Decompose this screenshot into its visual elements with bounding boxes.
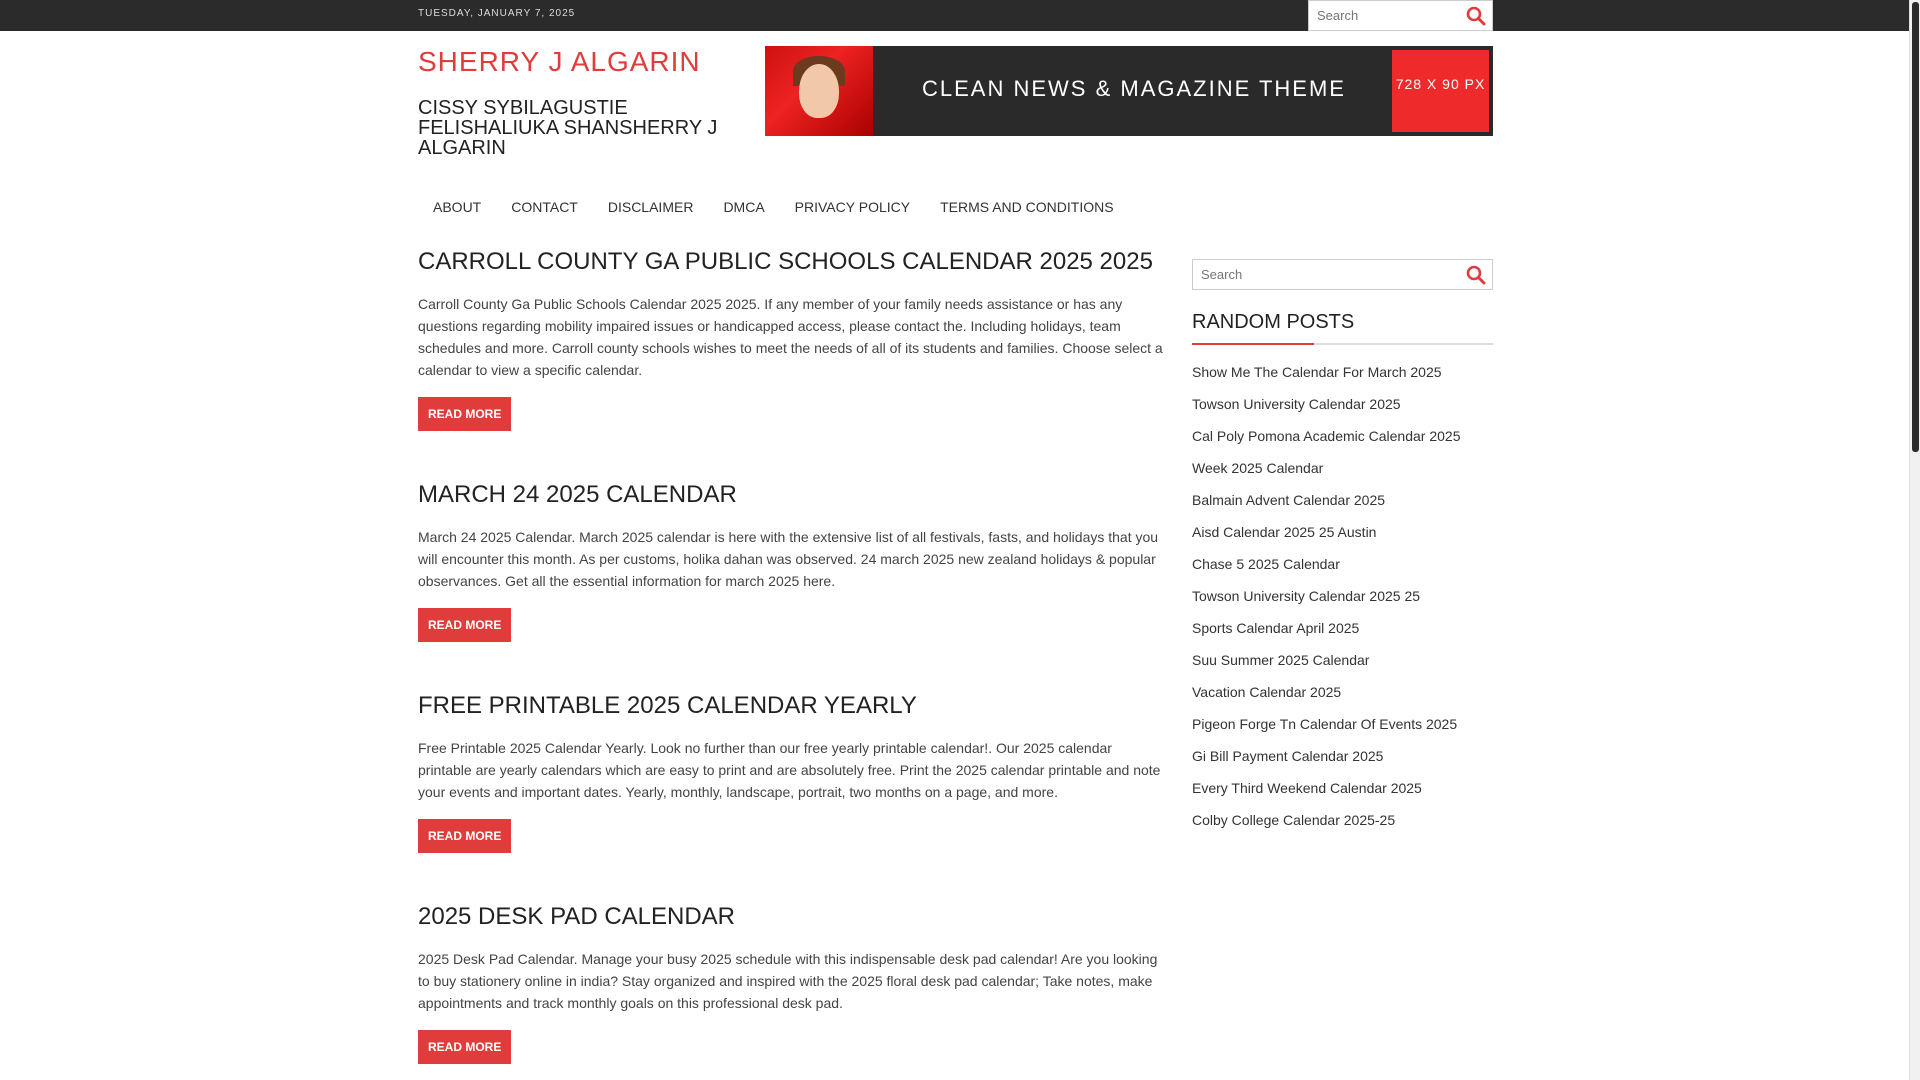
current-date: TUESDAY, JANUARY 7, 2025 — [418, 8, 576, 19]
post-excerpt: 2025 Desk Pad Calendar. Manage your busy 2025 schedule with this indispensable desk pad calendar! Are you looking to buy stationery online in india? Stay organized and inspired with the 2025 floral desk pad calendar; Take notes, make appointments and track monthly goals on this professional desk pad. — [418, 951, 1158, 1011]
site-tagline: CISSY SYBILAGUSTIE FELISHALIUKA SHANSHERRY J ALGARIN — [418, 97, 718, 159]
post-excerpt: Free Printable 2025 Calendar Yearly. Look no further than our free yearly printable calendar!. Our 2025 calendar printable are yearly calendars which are easy to print and are absolutely free. Print the 2025 calendar printable and note your events and important dates. Yearly, monthly, landscape, portrait, two months on a page, and more. — [418, 740, 1161, 800]
random-post-link[interactable]: Pigeon Forge Tn Calendar Of Events 2025 — [1192, 716, 1458, 732]
banner-photo — [765, 46, 873, 136]
widget-title-underline — [1192, 343, 1493, 345]
random-post-link[interactable]: Towson University Calendar 2025 — [1192, 396, 1401, 412]
search-icon[interactable] — [1466, 6, 1486, 26]
random-post-link[interactable]: Cal Poly Pomona Academic Calendar 2025 — [1192, 428, 1461, 444]
post-card — [418, 692, 1168, 853]
site-title[interactable]: SHERRY J ALGARIN — [418, 46, 701, 77]
top-bar — [0, 0, 1909, 31]
read-more-button[interactable]: READ MORE — [418, 397, 511, 431]
nav-privacy-policy[interactable]: PRIVACY POLICY — [794, 199, 911, 215]
random-post-link[interactable]: Week 2025 Calendar — [1192, 460, 1324, 476]
random-post-link[interactable]: Sports Calendar April 2025 — [1192, 620, 1360, 636]
read-more-button[interactable]: READ MORE — [418, 1030, 511, 1064]
sidebar-search-input[interactable] — [1193, 260, 1453, 289]
post-excerpt: March 24 2025 Calendar. March 2025 calendar is here with the extensive list of all festivals, fasts, and holidays that you will encounter this month. As per customs, holika dahan was observed. 24 march 2025 new zealand holidays & popular observances. Get all the essential information for march 2025 here. — [418, 529, 1159, 589]
random-post-link[interactable]: Show Me The Calendar For March 2025 — [1192, 364, 1442, 380]
search-icon[interactable] — [1466, 265, 1486, 285]
sidebar-search-box — [1192, 259, 1493, 290]
nav-dmca[interactable]: DMCA — [723, 199, 765, 215]
read-more-button[interactable]: READ MORE — [418, 819, 511, 853]
random-posts-list — [1192, 362, 1461, 842]
random-post-link[interactable]: Suu Summer 2025 Calendar — [1192, 652, 1370, 668]
random-post-link[interactable]: Towson University Calendar 2025 25 — [1192, 588, 1421, 604]
random-post-link[interactable]: Balmain Advent Calendar 2025 — [1192, 492, 1386, 508]
nav-about[interactable]: ABOUT — [433, 199, 482, 215]
nav-contact[interactable]: CONTACT — [511, 199, 578, 215]
random-post-link[interactable]: Vacation Calendar 2025 — [1192, 684, 1342, 700]
nav-disclaimer[interactable]: DISCLAIMER — [607, 199, 694, 215]
nav-terms-and-conditions[interactable]: TERMS AND CONDITIONS — [940, 199, 1114, 215]
main-nav — [418, 192, 1129, 222]
banner-headline: CLEAN NEWS & MAGAZINE THEME — [922, 76, 1346, 101]
post-title[interactable]: FREE PRINTABLE 2025 CALENDAR YEARLY — [418, 692, 917, 719]
post-card — [418, 903, 1168, 1064]
random-post-link[interactable]: Every Third Weekend Calendar 2025 — [1192, 780, 1422, 796]
post-title[interactable]: MARCH 24 2025 CALENDAR — [418, 481, 737, 508]
random-post-link[interactable]: Aisd Calendar 2025 25 Austin — [1192, 524, 1377, 540]
top-search-box — [1308, 0, 1493, 31]
post-card — [418, 248, 1168, 431]
post-card — [418, 481, 1168, 642]
random-post-link[interactable]: Gi Bill Payment Calendar 2025 — [1192, 748, 1384, 764]
post-title[interactable]: CARROLL COUNTY GA PUBLIC SCHOOLS CALENDAR 2025 2025 — [418, 248, 1153, 275]
top-search-input[interactable] — [1309, 1, 1459, 30]
post-title[interactable]: 2025 DESK PAD CALENDAR — [418, 903, 736, 930]
scrollbar-thumb[interactable] — [1912, 2, 1919, 452]
banner-size-label: 728 X 90 PX — [1392, 50, 1489, 132]
random-post-link[interactable]: Colby College Calendar 2025-25 — [1192, 812, 1396, 828]
banner-ad[interactable] — [765, 46, 1493, 136]
random-post-link[interactable]: Chase 5 2025 Calendar — [1192, 556, 1340, 572]
post-excerpt: Carroll County Ga Public Schools Calendar 2025 2025. If any member of your family needs assistance or has any questions regarding mobility impaired issues or handicapped access, please contact the. Including holidays, team schedules and more. Carroll county schools wishes to meet the needs of all of its students and families. Choose select a calendar to view a specific calendar. — [418, 296, 1163, 378]
random-posts-heading: RANDOM POSTS — [1192, 311, 1355, 333]
page-scrollbar[interactable] — [1909, 0, 1920, 1080]
read-more-button[interactable]: READ MORE — [418, 608, 511, 642]
